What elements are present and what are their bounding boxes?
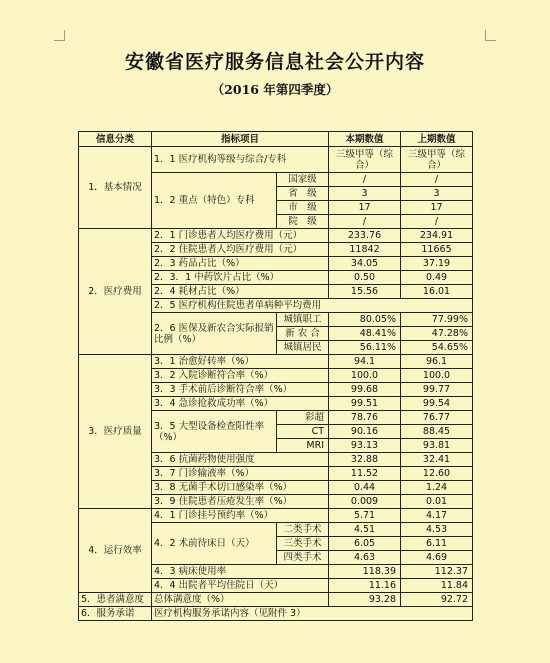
value-previous: 4.69 bbox=[401, 551, 473, 565]
value-current: 32.88 bbox=[329, 453, 401, 467]
value-current: 100.0 bbox=[329, 369, 401, 383]
value-previous: / bbox=[401, 215, 473, 229]
value-current: 78.76 bbox=[329, 411, 401, 425]
indicator-cell: 2．1 门诊患者人均医疗费用（元） bbox=[152, 229, 329, 243]
value-current: 3 bbox=[329, 187, 401, 201]
indicator-cell: 3．1 治愈好转率（%） bbox=[152, 355, 329, 369]
value-previous: 99.77 bbox=[401, 383, 473, 397]
value-previous: 1.24 bbox=[401, 481, 473, 495]
value-current: 11.52 bbox=[329, 467, 401, 481]
sub-indicator-cell: 二类手术 bbox=[277, 523, 329, 537]
table-row bbox=[79, 607, 473, 621]
value-previous: 92.72 bbox=[401, 593, 473, 607]
indicator-cell: 3．3 手术前后诊断符合率（%） bbox=[152, 383, 329, 397]
category-cell: 4．运行效率 bbox=[79, 509, 152, 593]
value-current: / bbox=[329, 173, 401, 187]
value-current: 233.76 bbox=[329, 229, 401, 243]
indicator-cell: 2．4 耗材占比（%） bbox=[152, 285, 329, 299]
indicator-cell: 1．1 医疗机构等级与综合/专科 bbox=[152, 147, 329, 173]
document-subtitle: （2016 年第四季度） bbox=[211, 82, 339, 97]
value-current: 三级甲等（综合） bbox=[329, 147, 401, 173]
value-previous: 4.53 bbox=[401, 523, 473, 537]
indicator-cell: 3．8 无菌手术切口感染率（%） bbox=[152, 481, 329, 495]
value-previous: 16.01 bbox=[401, 285, 473, 299]
value-previous: 11665 bbox=[401, 243, 473, 257]
value-previous: 54.65% bbox=[401, 341, 473, 355]
value-current: 5.71 bbox=[329, 509, 401, 523]
indicator-cell: 4．3 病床使用率 bbox=[152, 565, 329, 579]
table-row bbox=[79, 509, 473, 523]
indicator-cell: 3．9 住院患者压疮发生率（%） bbox=[152, 495, 329, 509]
page-corner-mark-left bbox=[54, 30, 65, 41]
sub-indicator-cell: 三类手术 bbox=[277, 537, 329, 551]
sub-indicator-cell: 国家级 bbox=[277, 173, 329, 187]
value-current: 93.28 bbox=[329, 593, 401, 607]
value-current: 56.11% bbox=[329, 341, 401, 355]
document-title: 安徽省医疗服务信息社会公开内容 bbox=[124, 51, 425, 73]
value-previous: 100.0 bbox=[401, 369, 473, 383]
sub-indicator-cell: 彩超 bbox=[277, 411, 329, 425]
page-corner-mark-right bbox=[485, 30, 496, 41]
value-previous: 99.54 bbox=[401, 397, 473, 411]
indicator-cell: 2．3 药品占比（%） bbox=[152, 257, 329, 271]
value-previous: 11.84 bbox=[401, 579, 473, 593]
indicator-cell: 3．2 入院诊断符合率（%） bbox=[152, 369, 329, 383]
category-cell: 5．患者满意度 bbox=[79, 593, 152, 607]
indicator-cell: 4．1 门诊挂号预约率（%） bbox=[152, 509, 329, 523]
value-current: 15.56 bbox=[329, 285, 401, 299]
header-current: 本期数值 bbox=[329, 132, 401, 147]
category-cell: 3．医疗质量 bbox=[79, 355, 152, 509]
value-current: 99.68 bbox=[329, 383, 401, 397]
value-current: 4.63 bbox=[329, 551, 401, 565]
header-indicator: 指标项目 bbox=[152, 132, 329, 147]
value-current: 34.05 bbox=[329, 257, 401, 271]
value-previous: 47.28% bbox=[401, 327, 473, 341]
value-current: 0.44 bbox=[329, 481, 401, 495]
indicator-cell: 2．5 医疗机构住院患者单病种平均费用 bbox=[152, 299, 473, 313]
value-previous: 17 bbox=[401, 201, 473, 215]
value-previous: 三级甲等（综合） bbox=[401, 147, 473, 173]
indicator-cell: 3．5 大型设备检查阳性率（%） bbox=[152, 411, 277, 453]
value-previous: 112.37 bbox=[401, 565, 473, 579]
category-cell: 1．基本情况 bbox=[79, 147, 152, 229]
value-previous: 0.49 bbox=[401, 271, 473, 285]
value-previous: 76.77 bbox=[401, 411, 473, 425]
value-previous: 4.17 bbox=[401, 509, 473, 523]
sub-indicator-cell: 四类手术 bbox=[277, 551, 329, 565]
value-current: 11842 bbox=[329, 243, 401, 257]
value-current: 0.009 bbox=[329, 495, 401, 509]
table-header-row bbox=[79, 132, 473, 147]
value-current: 48.41% bbox=[329, 327, 401, 341]
value-current: 11.16 bbox=[329, 579, 401, 593]
sub-indicator-cell: 城镇职工 bbox=[277, 313, 329, 327]
sub-indicator-cell: 城镇居民 bbox=[277, 341, 329, 355]
value-current: / bbox=[329, 215, 401, 229]
sub-indicator-cell: 新 农 合 bbox=[277, 327, 329, 341]
indicator-cell: 2．2 住院患者人均医疗费用（元） bbox=[152, 243, 329, 257]
value-current: 0.50 bbox=[329, 271, 401, 285]
value-current: 99.51 bbox=[329, 397, 401, 411]
indicator-cell: 2．6 医保及新农合实际报销比例（%） bbox=[152, 313, 277, 355]
disclosure-table bbox=[78, 131, 473, 621]
indicator-cell: 2．3．1 中药饮片占比（%） bbox=[152, 271, 329, 285]
value-previous: 12.60 bbox=[401, 467, 473, 481]
value-previous: 93.81 bbox=[401, 439, 473, 453]
table-row bbox=[79, 355, 473, 369]
value-previous: 88.45 bbox=[401, 425, 473, 439]
value-previous: 96.1 bbox=[401, 355, 473, 369]
category-cell: 6．服务承诺 bbox=[79, 607, 152, 621]
indicator-cell: 总体满意度（%） bbox=[152, 593, 329, 607]
indicator-cell: 4．4 出院者平均住院日（天） bbox=[152, 579, 329, 593]
value-previous: 32.41 bbox=[401, 453, 473, 467]
value-previous: / bbox=[401, 173, 473, 187]
value-current: 17 bbox=[329, 201, 401, 215]
value-current: 90.16 bbox=[329, 425, 401, 439]
value-current: 4.51 bbox=[329, 523, 401, 537]
category-cell: 2．医疗费用 bbox=[79, 229, 152, 355]
value-current: 80.05% bbox=[329, 313, 401, 327]
indicator-cell: 3．7 门诊输液率（%） bbox=[152, 467, 329, 481]
sub-indicator-cell: MRI bbox=[277, 439, 329, 453]
indicator-cell: 4．2 术前待床日（天） bbox=[152, 523, 277, 565]
table-row bbox=[79, 147, 473, 173]
value-current: 6.05 bbox=[329, 537, 401, 551]
value-current: 118.39 bbox=[329, 565, 401, 579]
sub-indicator-cell: 院 级 bbox=[277, 215, 329, 229]
table-row bbox=[79, 593, 473, 607]
indicator-cell: 3．4 急诊抢救成功率（%） bbox=[152, 397, 329, 411]
value-previous: 234.91 bbox=[401, 229, 473, 243]
indicator-cell: 3．6 抗菌药物使用强度 bbox=[152, 453, 329, 467]
value-previous: 3 bbox=[401, 187, 473, 201]
table-row bbox=[79, 229, 473, 243]
sub-indicator-cell: 省 级 bbox=[277, 187, 329, 201]
sub-indicator-cell: 市 级 bbox=[277, 201, 329, 215]
indicator-cell: 医疗机构服务承诺内容（见附件 3） bbox=[152, 607, 473, 621]
value-previous: 77.99% bbox=[401, 313, 473, 327]
header-previous: 上期数值 bbox=[401, 132, 473, 147]
value-previous: 6.11 bbox=[401, 537, 473, 551]
value-previous: 0.01 bbox=[401, 495, 473, 509]
value-current: 94.1 bbox=[329, 355, 401, 369]
indicator-cell: 1．2 重点（特色）专科 bbox=[152, 173, 277, 229]
sub-indicator-cell: CT bbox=[277, 425, 329, 439]
value-current: 93.13 bbox=[329, 439, 401, 453]
value-previous: 37.19 bbox=[401, 257, 473, 271]
header-category: 信息分类 bbox=[79, 132, 152, 147]
